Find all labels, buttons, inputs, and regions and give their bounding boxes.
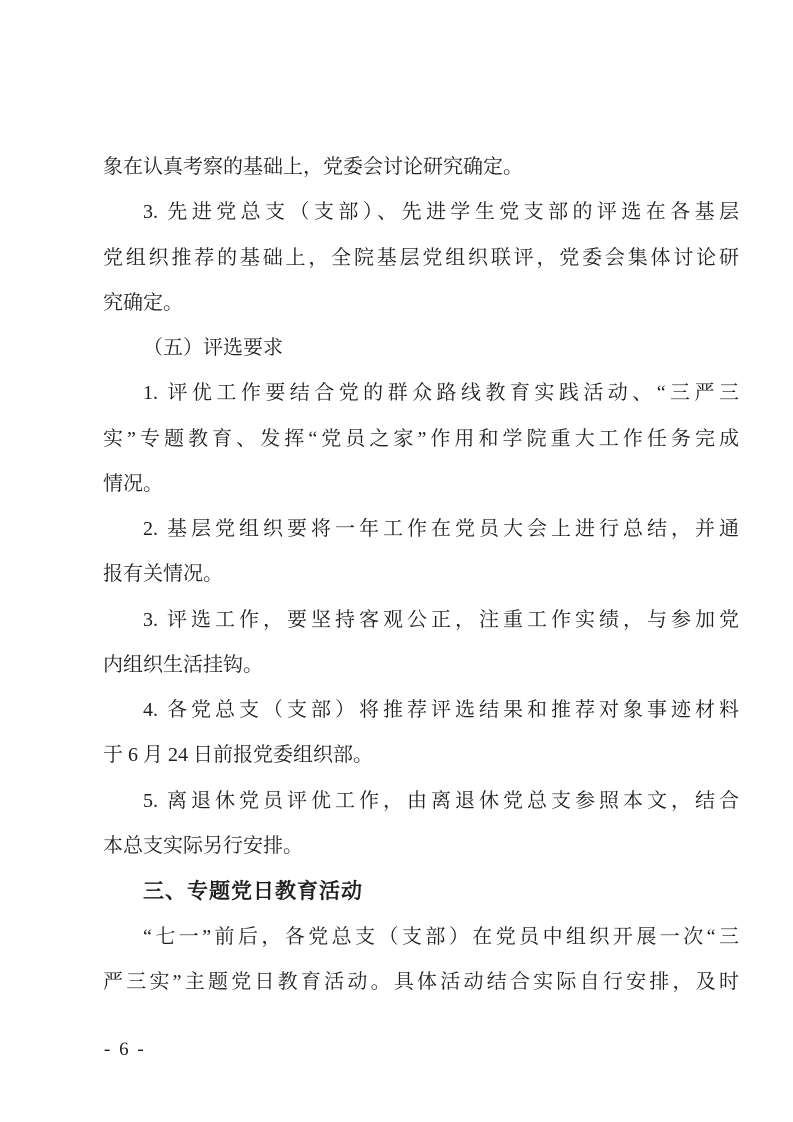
text-line: 本总支实际另行安排。	[103, 834, 303, 857]
page-number: - 6 -	[104, 1039, 146, 1060]
subsection-heading: （五）评选要求	[143, 337, 283, 360]
text-line: 实”专题教育、发挥“党员之家”作用和学院重大工作任务完成	[103, 427, 739, 450]
text-line: 4. 各党总支（支部）将推荐评选结果和推荐对象事迹材料	[143, 699, 739, 722]
text-line: 究确定。	[103, 291, 183, 314]
text-line: 5. 离退休党员评优工作，由离退休党总支参照本文，结合	[143, 789, 739, 812]
text-line: 严三实”主题党日教育活动。具体活动结合实际自行安排，及时	[103, 970, 739, 993]
text-line: “七一”前后，各党总支（支部）在党员中组织开展一次“三	[143, 925, 739, 948]
section-heading: 三、专题党日教育活动	[143, 880, 363, 904]
text-line: 1. 评优工作要结合党的群众路线教育实践活动、“三严三	[143, 382, 739, 405]
document-body	[103, 145, 739, 1005]
text-line: 于 6 月 24 日前报党委组织部。	[103, 744, 373, 767]
text-line: 3. 先进党总支（支部）、先进学生党支部的评选在各基层	[143, 201, 739, 224]
text-line: 象在认真考察的基础上，党委会讨论研究确定。	[103, 156, 523, 178]
text-line: 3. 评选工作，要坚持客观公正，注重工作实绩，与参加党	[143, 608, 739, 631]
text-line: 内组织生活挂钩。	[103, 653, 263, 676]
text-line: 情况。	[103, 472, 163, 495]
text-line: 党组织推荐的基础上，全院基层党组织联评，党委会集体讨论研	[103, 246, 739, 269]
text-line: 报有关情况。	[103, 563, 223, 586]
text-line: 2. 基层党组织要将一年工作在党员大会上进行总结，并通	[143, 518, 739, 541]
